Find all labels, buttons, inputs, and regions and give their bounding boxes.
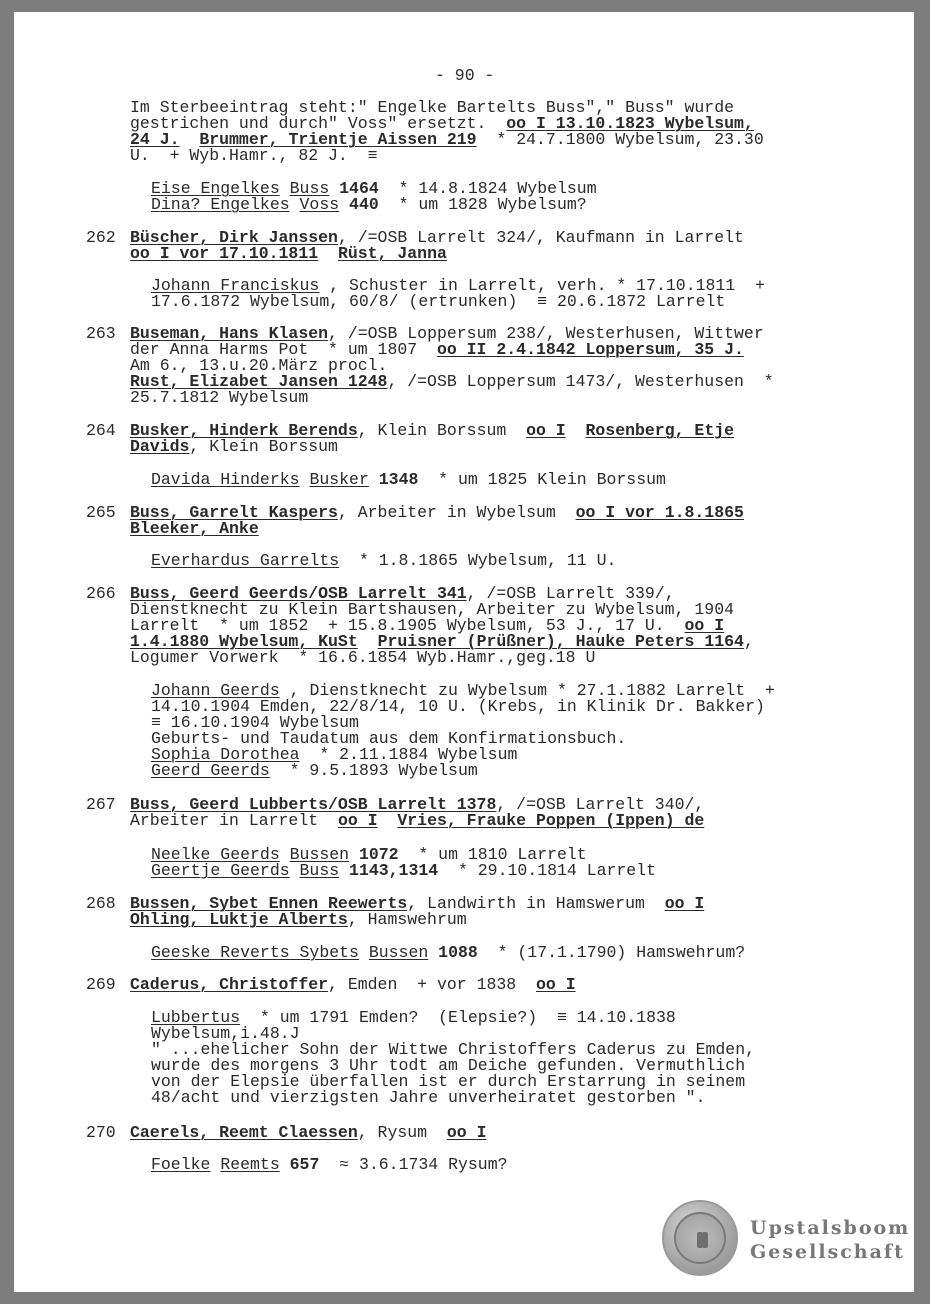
entry-number: 266 <box>86 584 116 603</box>
entry-number: 264 <box>86 421 116 440</box>
entry-264-children <box>151 472 851 488</box>
entry-number: 262 <box>86 228 116 247</box>
entry-number: 268 <box>86 894 116 913</box>
entry-270: Caerels, Reemt Claessen, Rysum oo I <box>130 1123 487 1142</box>
list-item: Geertje Geerds Buss 1143,1314 * 29.10.1814 Larrelt <box>151 861 657 880</box>
entry-number: 270 <box>86 1123 116 1142</box>
list-item: Neelke Geerds Bussen 1072 * um 1810 Larrelt <box>151 845 587 864</box>
list-item: Dina? Engelkes Voss 440 * um 1828 Wybelsum? <box>151 195 587 214</box>
person-name: Buseman, Hans Klasen <box>130 324 329 343</box>
spouse-name: Brummer, Trientje Aissen 219 <box>199 130 477 149</box>
entry-269-children: Lubbertus * um 1791 Emden? (Elepsie?) ≡ 14.10.1838 Wybelsum,i.48.J " ...ehelicher Sohn der Wittwe Christoffers Caderus zu Emden, wurde des morgens 3 Uhr todt am Deiche gefunden. Vermuthlich von der Elepsie überfallen ist er durch Erstarrung in seinem 48/acht und vierzigsten Jahre unverheiratet gestorben ". <box>151 1008 755 1107</box>
person-name: Buss, Geerd Lubberts/OSB Larrelt 1378 <box>130 795 497 814</box>
spouse-name: Ohling, Luktje Alberts <box>130 910 348 929</box>
person-name: Buss, Geerd Geerds/OSB Larrelt 341 <box>130 584 467 603</box>
entry-264: Busker, Hinderk Berends, Klein Borssum oo I Rosenberg, Etje Davids, Klein Borssum <box>130 421 735 456</box>
entry-number: 267 <box>86 795 116 814</box>
person-name: Caderus, Christoffer <box>130 975 329 994</box>
entry-268: Bussen, Sybet Ennen Reewerts, Landwirth in Hamswerum oo I Ohling, Luktje Alberts, Hamswehrum <box>130 894 705 929</box>
spouse-name: Bleeker, Anke <box>130 519 259 538</box>
entry-263: Buseman, Hans Klasen, /=OSB Loppersum 238/, Westerhusen, Wittwer der Anna Harms Pot * um 1807 oo II 2.4.1842 Loppersum, 35 J. Am 6., 13.u.20.März procl. Rust, Elizabet Jansen 1248, /=OSB Loppersum 1473/, Westerhusen * 25.7.1812 Wybelsum <box>130 324 774 407</box>
marriage-link: oo I 13.10.1823 Wybelsum, <box>506 114 754 133</box>
spouse-name: Vries, Frauke Poppen (Ippen) de <box>397 811 705 830</box>
person-name: Bussen, Sybet Ennen Reewerts <box>130 894 408 913</box>
list-item: Sophia Dorothea * 2.11.1884 Wybelsum <box>151 745 518 764</box>
spouse-name: Rüst, Janna <box>337 244 447 263</box>
entry-number: 269 <box>86 975 116 994</box>
intro-children <box>151 181 851 213</box>
entry-265: Buss, Garrelt Kaspers, Arbeiter in Wybelsum oo I vor 1.8.1865 Bleeker, Anke <box>130 503 744 538</box>
person-name: Büscher, Dirk Janssen <box>130 228 338 247</box>
entry-262: Büscher, Dirk Janssen, /=OSB Larrelt 324/, Kaufmann in Larrelt oo I vor 17.10.1811 Rüst, Janna <box>130 228 744 263</box>
seal-icon <box>662 1200 738 1276</box>
entry-266: Buss, Geerd Geerds/OSB Larrelt 341, /=OSB Larrelt 339/, Dienstknecht zu Klein Bartshausen, Arbeiter zu Wybelsum, 1904 Larrelt * um 1852 + 15.8.1905 Wybelsum, 53 J., 17 U. oo I 1.4.1880 Wybelsum, KuSt Pruisner (Prüßner), Hauke Peters 1164, Logumer Vorwerk * 16.6.1854 Wyb.Hamr.,geg.18 U <box>130 584 754 667</box>
entry-267: Buss, Geerd Lubberts/OSB Larrelt 1378, /=OSB Larrelt 340/, Arbeiter in Larrelt oo I Vries, Frauke Poppen (Ippen) de <box>130 795 705 830</box>
entry-number: 265 <box>86 503 116 522</box>
list-item: Davida Hinderks Busker 1348 * um 1825 Klein Borssum <box>151 470 666 489</box>
list-item: Geeske Reverts Sybets Bussen 1088 * (17.1.1790) Hamswehrum? <box>151 943 746 962</box>
list-item: Eise Engelkes Buss 1464 * 14.8.1824 Wybelsum <box>151 179 597 198</box>
entry-269: Caderus, Christoffer, Emden + vor 1838 oo I <box>130 975 576 994</box>
list-item: Foelke Reemts 657 ≈ 3.6.1734 Rysum? <box>151 1155 508 1174</box>
list-item: Geerd Geerds * 9.5.1893 Wybelsum <box>151 761 478 780</box>
entry-265-children <box>151 553 851 569</box>
document-page <box>14 12 914 1292</box>
entry-number: 263 <box>86 324 116 343</box>
entry-270-children <box>151 1157 851 1173</box>
spouse-name: Rust, Elizabet Jansen 1248 <box>130 372 388 391</box>
person-name: Buss, Garrelt Kaspers <box>130 503 338 522</box>
page-number: - 90 - <box>435 66 495 85</box>
entry-266-children: Johann Geerds , Dienstknecht zu Wybelsum * 27.1.1882 Larrelt + 14.10.1904 Emden, 22/8/14, 10 U. (Krebs, in Klinik Dr. Bakker) ≡ 16.10.1904 Wybelsum Geburts- und Taudatum aus dem Konfirmationsbuch. Sophia Dorothea * 2.11.1884 Wybelsum Geerd Geerds * 9.5.1893 Wybelsum <box>151 683 861 779</box>
person-name: Caerels, Reemt Claessen <box>130 1123 358 1142</box>
entry-262-children: Johann Franciskus , Schuster in Larrelt, verh. * 17.10.1811 + 17.6.1872 Wybelsum, 60/8/ (ertrunken) ≡ 20.6.1872 Larrelt <box>151 276 765 311</box>
spouse-name: Pruisner (Prüßner), Hauke Peters 1164 <box>377 632 744 651</box>
entry-268-children <box>151 945 851 961</box>
entry-267-children <box>151 847 851 879</box>
publisher-logo-text: Upstalsboom Gesellschaft <box>750 1217 911 1263</box>
spouse-name: Davids <box>130 437 190 456</box>
list-item: Everhardus Garrelts * 1.8.1865 Wybelsum, 11 U. <box>151 551 617 570</box>
person-name: Busker, Hinderk Berends <box>130 421 358 440</box>
intro-paragraph: Im Sterbeeintrag steht:" Engelke Bartelts Buss"," Buss" wurde gestrichen und durch" Voss" ersetzt. oo I 13.10.1823 Wybelsum, 24 J. Brummer, Trientje Aissen 219 * 24.7.1800 Wybelsum, 23.30 U. + Wyb.Hamr., 82 J. ≡ <box>130 98 764 165</box>
